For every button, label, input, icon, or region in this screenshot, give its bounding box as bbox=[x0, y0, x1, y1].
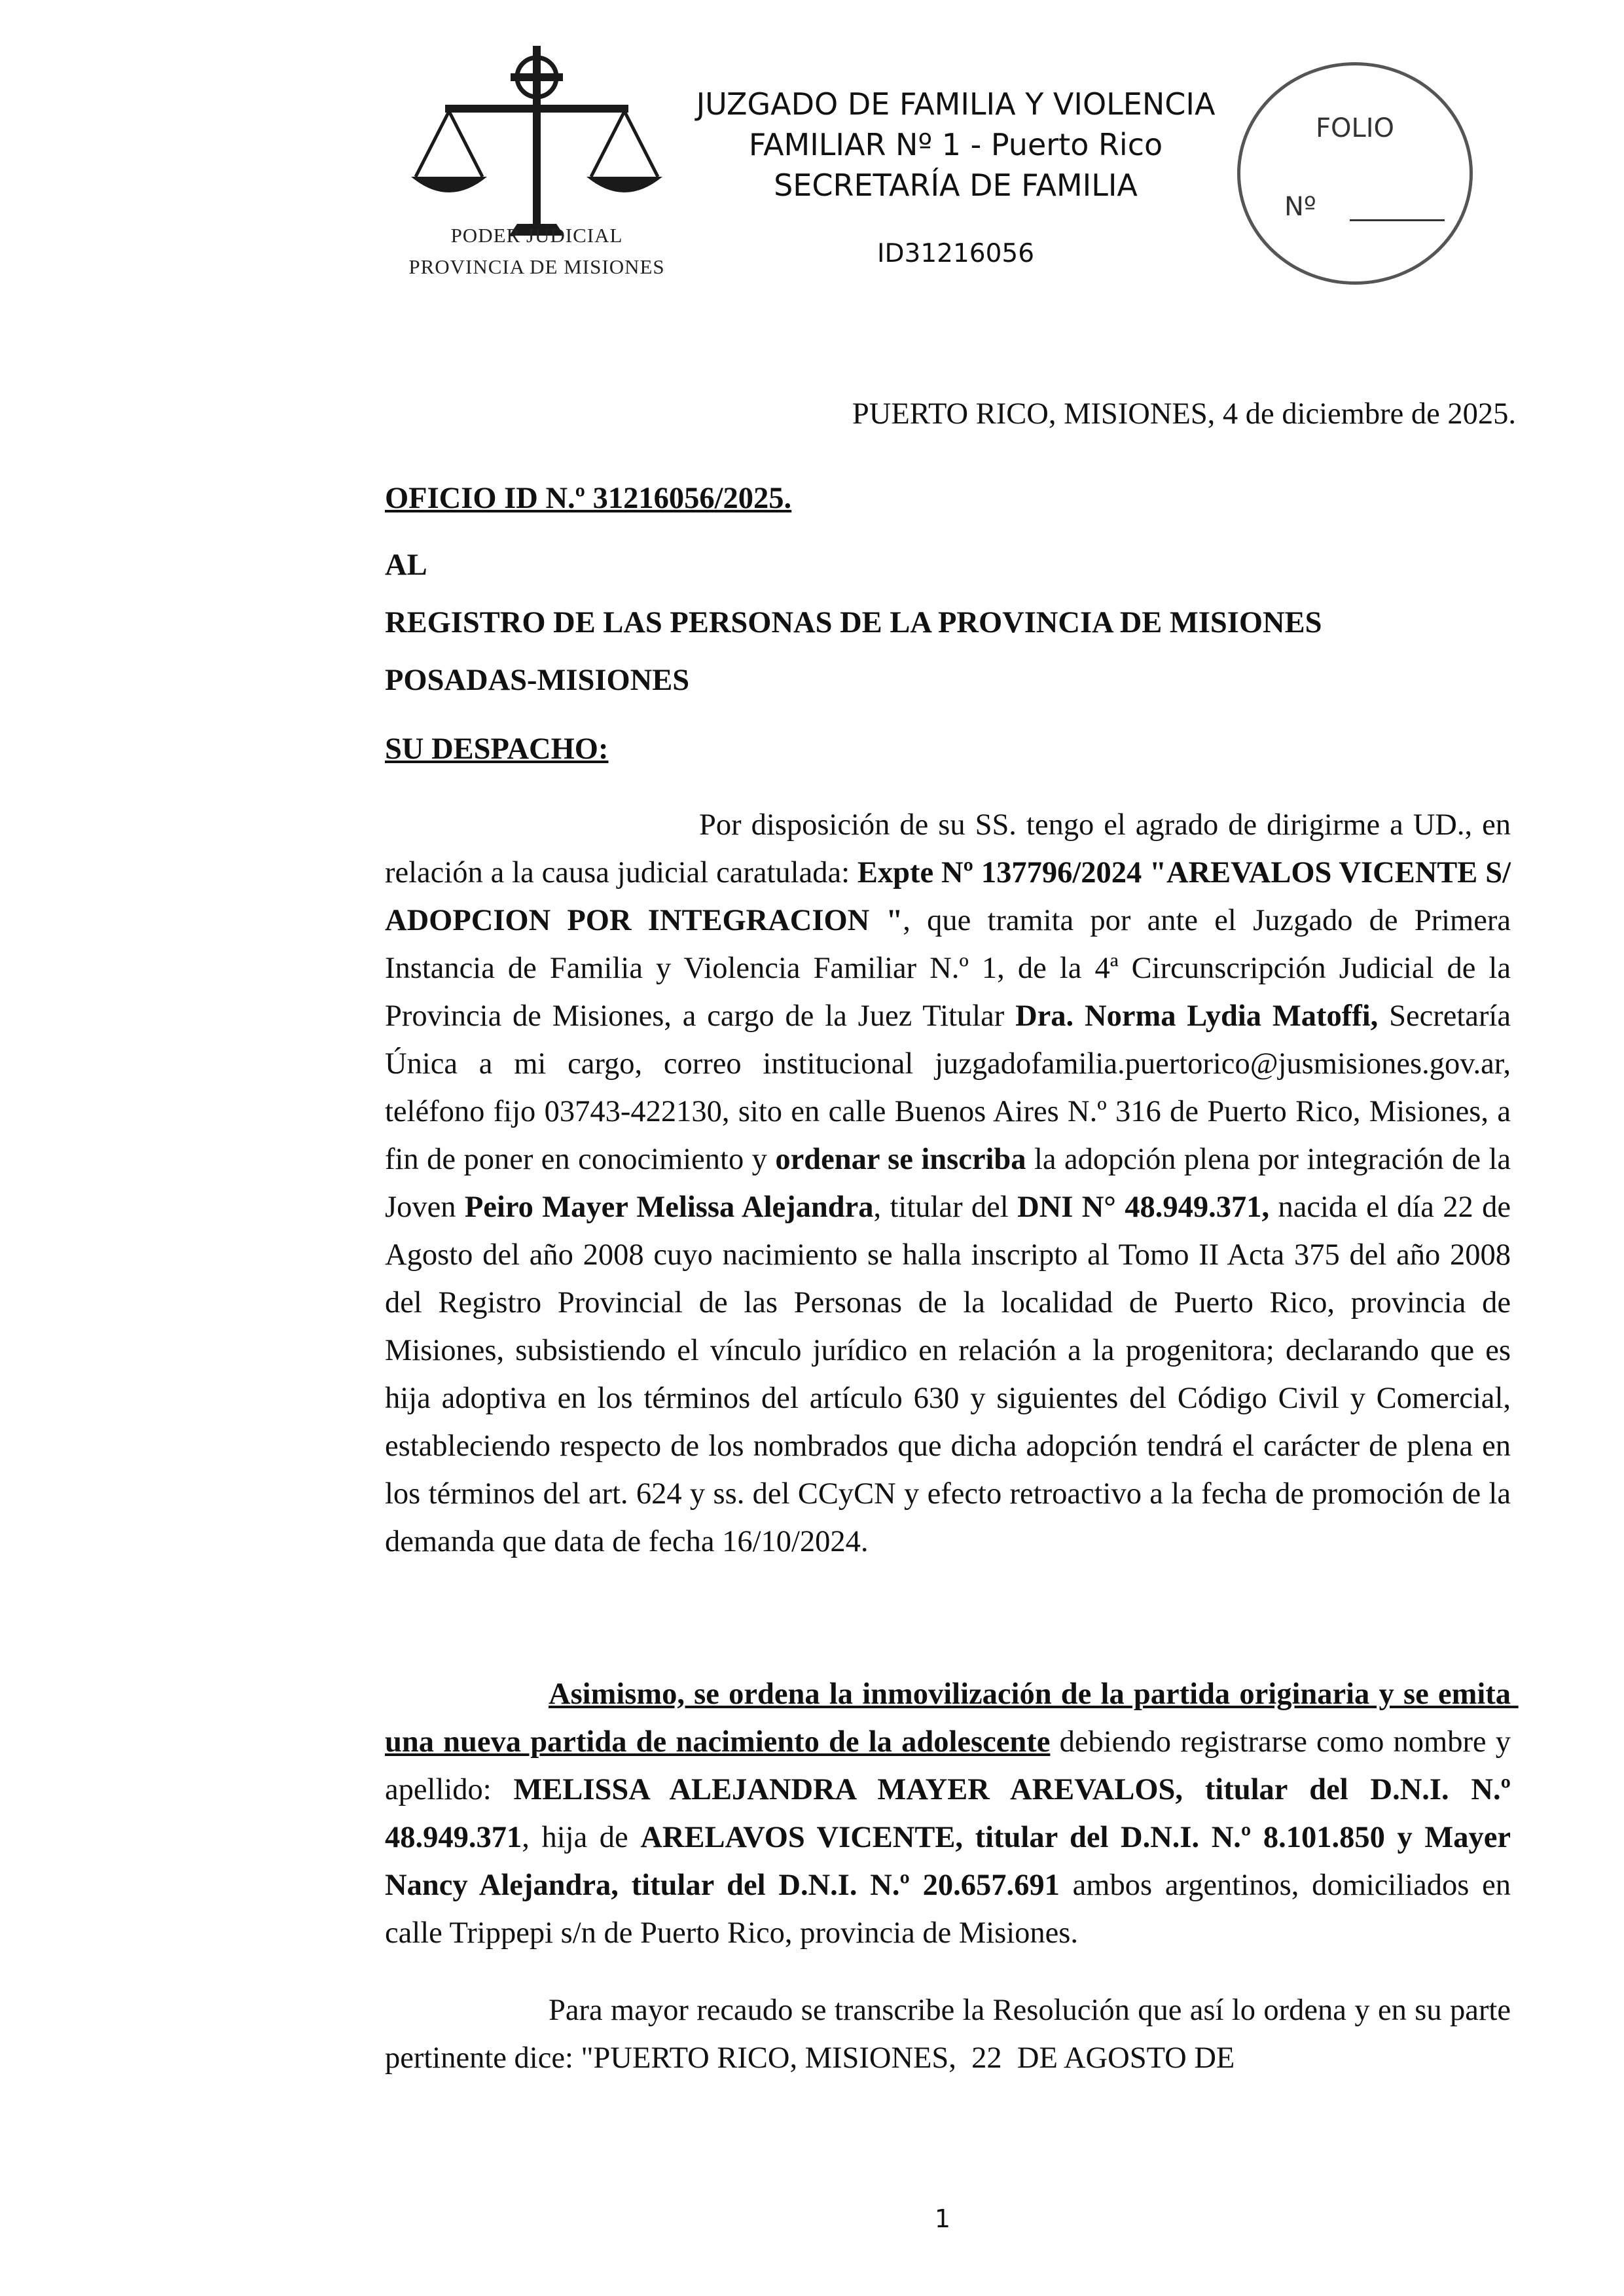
p2-order: Asimismo, se ordena la inmovilización de la partida originaria y se emita una nueva partida de nacimiento de la adolescente bbox=[385, 1677, 1519, 1759]
p1-text-6: nacida el día 22 de Agosto del año 2008 cuyo nacimiento se halla inscripto al Tomo II Acta 375 del año 2008 del Registro Provincial de las Personas de la localidad de Puerto Rico, provincia de Misiones, subsistiendo el vínculo jurídico en relación a la progenitora; declarando que es hija adoptiva en los términos del artículo 630 y siguientes del Código Civil y Comercial, estableciendo respecto de los nombrados que dicha adopción tendrá el carácter de plena en los términos del art. 624 y ss. del CCyCN y efecto retroactivo a la fecha de promoción de la demanda que data de fecha 16/10/2024. bbox=[385, 1191, 1519, 1558]
secretariat-line: SECRETARÍA DE FAMILIA bbox=[774, 168, 1138, 203]
seal-line-2: PROVINCIA DE MISIONES bbox=[408, 255, 665, 278]
p2-text-3: ambos argentinos, domiciliados en calle Trippepi s/n de Puerto Rico, provincia de Misiones. bbox=[385, 1869, 1519, 1950]
p1-text-2: , que tramita por ante el Juzgado de Primera Instancia de Familia y Violencia Familiar N.º 1, de la 4ª Circunscripción Judicial de la Provincia de Misiones, a cargo de la Juez Titular bbox=[385, 904, 1519, 1033]
p1-text-4: la adopción plena por integración de la Joven bbox=[385, 1143, 1519, 1224]
p1-order: ordenar se inscriba bbox=[775, 1143, 1026, 1176]
date-line: PUERTO RICO, MISIONES, 4 de diciembre de 2025. bbox=[852, 397, 1516, 431]
court-name-line-1: JUZGADO DE FAMILIA Y VIOLENCIA bbox=[696, 86, 1216, 122]
p1-judge-name: Dra. Norma Lydia Matoffi, bbox=[1015, 999, 1379, 1033]
body-paragraph-1 bbox=[385, 801, 1519, 1566]
court-header bbox=[681, 84, 1231, 206]
page-number: 1 bbox=[934, 2204, 951, 2233]
p2-new-name: MELISSA ALEJANDRA MAYER AREVALOS, titular del D.N.I. N.º 48.949.371 bbox=[385, 1773, 1519, 1854]
p3-text-1: Para mayor recaudo se transcribe la Resolución que así lo ordena y en su parte pertinente dice: "PUERTO RICO, MISIONES, 22 DE AGOSTO DE bbox=[385, 1994, 1519, 2075]
body-paragraph-3 bbox=[385, 1986, 1519, 2082]
p1-text-1: Por disposición de su SS. tengo el agrado de dirigirme a UD., en relación a la causa judicial caratulada: bbox=[385, 808, 1519, 889]
p1-text-3: Secretaría Única a mi cargo, correo institucional juzgadofamilia.puertorico@jusmisiones.gov.ar, teléfono fijo 03743-422130, sito en calle Buenos Aires N.º 316 de Puerto Rico, Misiones, a fin de poner en conocimiento y bbox=[385, 999, 1519, 1176]
recipient-to: AL bbox=[385, 548, 427, 582]
document-id: ID31216056 bbox=[876, 239, 1035, 268]
p2-text-1: debiendo registrarse como nombre y apellido: bbox=[385, 1725, 1519, 1806]
folio-number-label: Nº bbox=[1284, 192, 1316, 222]
seal-line-1: PODER JUDICIAL bbox=[450, 224, 623, 247]
folio-number-blank bbox=[1350, 219, 1445, 221]
su-despacho: SU DESPACHO: bbox=[385, 732, 609, 766]
oficio-number: OFICIO ID N.º 31216056/2025. bbox=[385, 482, 792, 515]
folio-stamp bbox=[1237, 62, 1473, 285]
court-name-line-2: FAMILIAR Nº 1 - Puerto Rico bbox=[748, 127, 1163, 162]
body-paragraph-2 bbox=[385, 1670, 1519, 1957]
p1-text-5: , titular del bbox=[873, 1191, 1018, 1224]
folio-title: FOLIO bbox=[1315, 113, 1395, 143]
p1-adoptee-name: Peiro Mayer Melissa Alejandra bbox=[464, 1191, 874, 1224]
folio-circle bbox=[1237, 62, 1473, 285]
p2-text-2: , hija de bbox=[522, 1821, 641, 1854]
p1-case-title: Expte Nº 137796/2024 "AREVALOS VICENTE S/ ADOPCION POR INTEGRACION " bbox=[385, 856, 1517, 937]
recipient-city: POSADAS-MISIONES bbox=[385, 664, 690, 697]
p2-parents: ARELAVOS VICENTE, titular del D.N.I. N.º 8.101.850 y Mayer Nancy Alejandra, titular del D.N.I. N.º 20.657.691 bbox=[385, 1821, 1519, 1902]
p1-dni: DNI N° 48.949.371, bbox=[1017, 1191, 1270, 1224]
judicial-seal-logo bbox=[393, 39, 681, 288]
recipient-name: REGISTRO DE LAS PERSONAS DE LA PROVINCIA DE MISIONES bbox=[385, 606, 1322, 639]
